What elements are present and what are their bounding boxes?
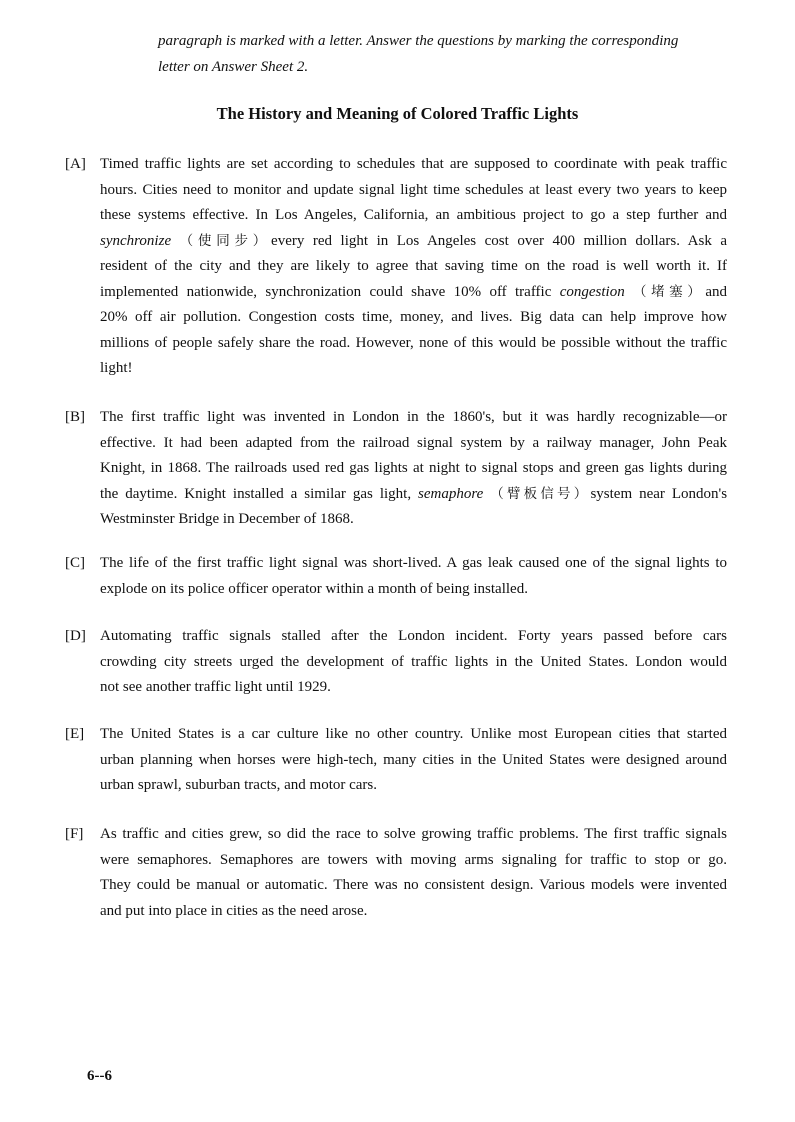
chinese-gloss: （堵塞） — [633, 283, 706, 300]
text-line: millions of people safely share the road. However, none of this would be possible without the traffic — [100, 334, 727, 351]
paragraph-text — [100, 152, 727, 382]
text-segment: and — [705, 283, 728, 300]
text-line: not see another traffic light until 1929. — [100, 679, 331, 695]
paragraph-label: [F] — [65, 826, 84, 842]
text-line — [100, 280, 727, 306]
paragraph-label: [C] — [65, 555, 85, 571]
chinese-gloss: （使同步） — [179, 232, 272, 249]
paragraph — [65, 551, 727, 602]
paragraph-text — [100, 405, 727, 533]
text-line — [100, 229, 727, 255]
text-line: The United States is a car culture like no other country. Unlike most European cities that started — [100, 726, 727, 742]
text-line: these systems effective. In Los Angeles, California, an ambitious project to go a step further and — [100, 207, 727, 223]
text-line: Knight, in 1868. The railroads used red gas lights at night to signal stops and green gas lights during — [100, 460, 727, 476]
paragraph-label: [A] — [65, 156, 86, 172]
paragraph-text — [100, 551, 727, 602]
vocabulary-term: synchronize — [100, 232, 172, 249]
paragraph-label: [D] — [65, 628, 86, 644]
text-line: As traffic and cities grew, so did the race to solve growing traffic problems. The first traffic signals — [100, 826, 727, 842]
chinese-gloss: （臂板信号） — [490, 485, 591, 502]
paragraph-text — [100, 822, 727, 924]
instructions — [158, 28, 728, 80]
text-segment: system near London's — [590, 485, 728, 502]
text-line: Automating traffic signals stalled after the London incident. Forty years passed before cars — [100, 628, 727, 644]
paragraph — [65, 624, 727, 701]
text-line: were semaphores. Semaphores are towers with moving arms signaling for traffic to stop or go. — [100, 851, 727, 868]
instructions-line: letter on Answer Sheet 2. — [158, 59, 309, 75]
text-segment: the daytime. Knight installed a similar gas light, — [100, 485, 412, 502]
text-segment: every red light in Los Angeles cost over 400 million dollars. Ask a — [271, 232, 728, 249]
paragraph-text — [100, 722, 727, 799]
text-line: The life of the first traffic light signal was short-lived. A gas leak caused one of the signal lights to — [100, 555, 727, 571]
passage-title: The History and Meaning of Colored Traffic Lights — [216, 104, 579, 123]
text-line: crowding city streets urged the development of traffic lights in the United States. London would — [100, 653, 727, 670]
text-line: 20% off air pollution. Congestion costs time, money, and lives. Big data can help improve how — [100, 309, 727, 325]
text-segment: implemented nationwide, synchronization could shave 10% off traffic — [100, 283, 552, 300]
vocabulary-term: semaphore — [418, 485, 484, 502]
paragraph-label: [E] — [65, 726, 85, 742]
paragraph — [65, 722, 727, 799]
text-line: light! — [100, 360, 133, 376]
text-line: They could be manual or automatic. There was no consistent design. Various models were invented — [100, 877, 727, 893]
text-line: urban sprawl, suburban tracts, and motor cars. — [100, 777, 378, 793]
text-line: hours. Cities need to monitor and update signal light time schedules at least every two years to keep — [100, 181, 727, 198]
paragraph — [65, 152, 727, 382]
vocabulary-term: congestion — [559, 283, 625, 300]
text-line: urban planning when horses were high-tech, many cities in the United States were designed around — [100, 751, 727, 768]
text-line: resident of the city and they are likely to agree that saving time on the road is well worth it. If — [100, 258, 727, 274]
paragraph-label: [B] — [65, 409, 85, 425]
page-number: 6--6 — [87, 1068, 112, 1084]
instructions-line: paragraph is marked with a letter. Answer the questions by marking the corresponding — [158, 33, 679, 49]
text-line: Timed traffic lights are set according to schedules that are supposed to coordinate with peak traffic — [100, 156, 727, 172]
paragraph — [65, 405, 727, 533]
text-line: and put into place in cities as the need arose. — [100, 902, 368, 919]
text-line: The first traffic light was invented in London in the 1860's, but it was hardly recognizable—or — [100, 409, 727, 425]
paragraph-text — [100, 624, 727, 701]
paragraph — [65, 822, 727, 924]
text-line: explode on its police officer operator within a month of being installed. — [100, 580, 528, 597]
text-line: effective. It had been adapted from the railroad signal system by a railway manager, John Peak — [100, 434, 727, 451]
text-line: Westminster Bridge in December of 1868. — [100, 511, 354, 527]
text-line — [100, 482, 727, 508]
